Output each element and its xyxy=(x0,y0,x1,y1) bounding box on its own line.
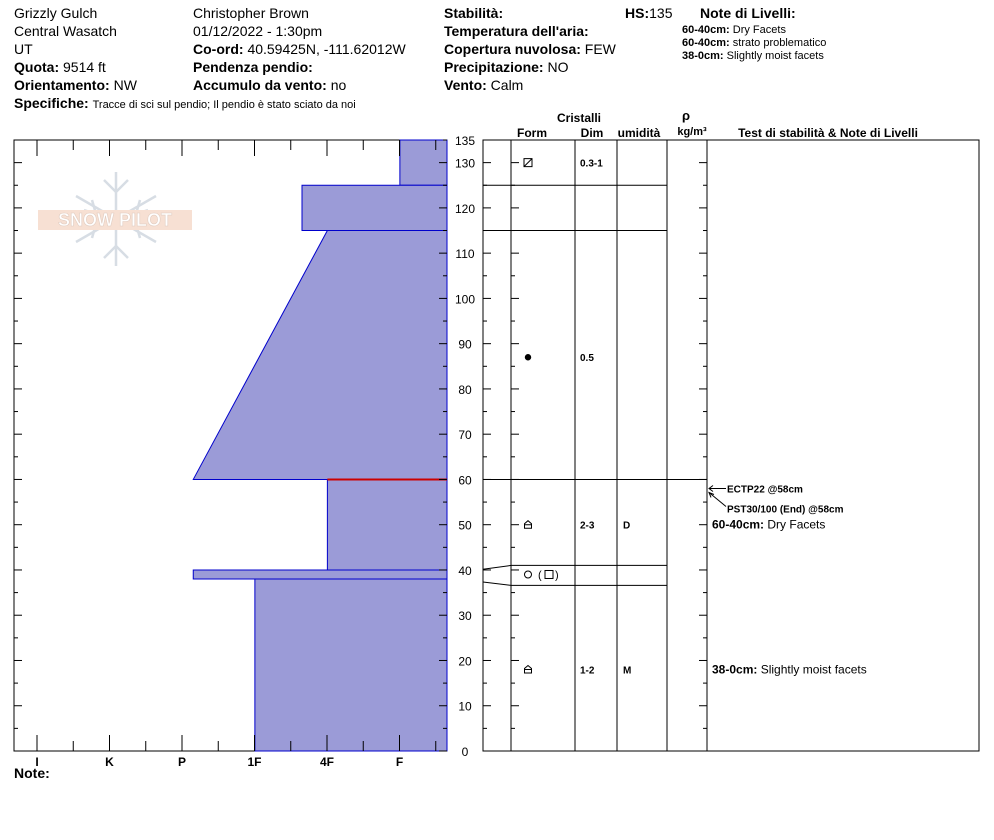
precip: Precipitazione: NO xyxy=(444,59,569,75)
slope: Pendenza pendio: xyxy=(193,59,313,75)
rounded-grain-icon xyxy=(525,354,531,360)
state: UT xyxy=(14,41,33,57)
location: Grizzly Gulch xyxy=(14,5,98,21)
hardness-label: 4F xyxy=(319,755,335,769)
y-tick-label: 40 xyxy=(458,563,472,578)
y-tick-label: 100 xyxy=(454,292,476,307)
layer-note: 38-0cm: Slightly moist facets xyxy=(682,50,824,62)
hardness-bar xyxy=(327,479,447,570)
layer-moisture: D xyxy=(623,520,631,532)
snowpilot-logo xyxy=(38,172,192,266)
datetime: 01/12/2022 - 1:30pm xyxy=(193,23,323,39)
y-tick-label: 110 xyxy=(455,247,475,262)
depth-hoar-icon xyxy=(525,666,532,674)
layer-moisture: M xyxy=(623,665,632,677)
layers-frame xyxy=(483,140,979,751)
range: Central Wasatch xyxy=(14,23,117,39)
hs: HS:135 xyxy=(625,5,673,21)
specifics: Specifiche: Tracce di sci sul pendio; Il pendio è stato sciato da noi xyxy=(14,95,356,111)
hardness-label: I xyxy=(35,755,39,769)
paren-close-icon: ) xyxy=(555,569,559,582)
test-pointer xyxy=(709,492,726,506)
stability-test: PST30/100 (End) @58cm xyxy=(727,504,844,516)
stability-test: ECTP22 @58cm xyxy=(727,484,803,496)
elevation: Quota: 9514 ft xyxy=(14,59,106,75)
stability: Stabilità: xyxy=(444,5,504,21)
layer-note: 60-40cm: strato problematico xyxy=(682,37,827,49)
tests-header: Test di stabilità & Note di Livelli xyxy=(738,126,918,140)
y-tick-label: 10 xyxy=(458,699,472,714)
y-tick-label: 0 xyxy=(461,745,469,759)
notes-label: Note: xyxy=(14,765,50,781)
hardness-label: F xyxy=(395,755,404,769)
hardness-bar xyxy=(302,185,447,230)
layer-dim: 0.5 xyxy=(580,353,594,365)
wind-loading: Accumulo da vento: no xyxy=(193,77,347,93)
faceted-rounded-icon-slash xyxy=(524,159,532,167)
profile-note-range: 38-0cm: xyxy=(712,662,758,677)
layer-dim: 2-3 xyxy=(580,520,595,532)
profile-note-text: Slightly moist facets xyxy=(757,662,867,677)
coordinates: Co-ord: 40.59425N, -111.62012W xyxy=(193,41,406,57)
observer-name: Christopher Brown xyxy=(193,5,309,21)
rho-header: ρ xyxy=(681,108,691,123)
hardness-bar xyxy=(193,231,447,480)
profile-note xyxy=(712,663,867,677)
layer-dim: 0.3-1 xyxy=(580,158,603,170)
hardness-label: P xyxy=(177,755,187,769)
facet-icon xyxy=(545,570,553,578)
y-tick-label: 80 xyxy=(458,382,472,397)
y-tick-label: 50 xyxy=(458,518,472,533)
y-tick-label: 120 xyxy=(454,201,476,216)
profile-note-text: Dry Facets xyxy=(764,517,826,532)
hardness-bar xyxy=(255,579,447,751)
moisture-header: umidità xyxy=(617,126,661,140)
y-tick-label: 20 xyxy=(458,654,472,669)
hardness-bar xyxy=(193,570,447,579)
layer-note: 60-40cm: Dry Facets xyxy=(682,24,786,36)
wind: Vento: Calm xyxy=(444,77,524,93)
y-tick-label: 30 xyxy=(458,609,472,624)
aspect: Orientamento: NW xyxy=(14,77,137,93)
hardness-label: 1F xyxy=(247,755,262,769)
layer-dim: 1-2 xyxy=(580,665,595,677)
graupel-icon xyxy=(525,571,532,578)
y-tick-label: 135 xyxy=(454,134,476,148)
depth-hoar-icon xyxy=(525,521,532,529)
layer-notes-title: Note di Livelli: xyxy=(700,5,796,21)
density-header: kg/m³ xyxy=(677,126,707,138)
sky: Copertura nuvolosa: FEW xyxy=(444,41,616,57)
y-tick-label: 70 xyxy=(458,428,472,443)
logo-text: SNOW PILOT xyxy=(58,210,172,230)
y-tick-label: 60 xyxy=(458,473,472,488)
crystals-header: Cristalli xyxy=(556,111,602,125)
y-tick-label: 130 xyxy=(454,156,476,171)
form-header: Form xyxy=(517,126,547,140)
hardness-label: K xyxy=(105,755,114,769)
y-tick-label: 90 xyxy=(458,337,472,352)
paren-open-icon: ( xyxy=(538,569,542,582)
air-temp: Temperatura dell'aria: xyxy=(444,23,589,39)
profile-note-range: 60-40cm: xyxy=(712,517,765,532)
dim-header: Dim xyxy=(580,126,604,140)
profile-note xyxy=(712,518,825,532)
